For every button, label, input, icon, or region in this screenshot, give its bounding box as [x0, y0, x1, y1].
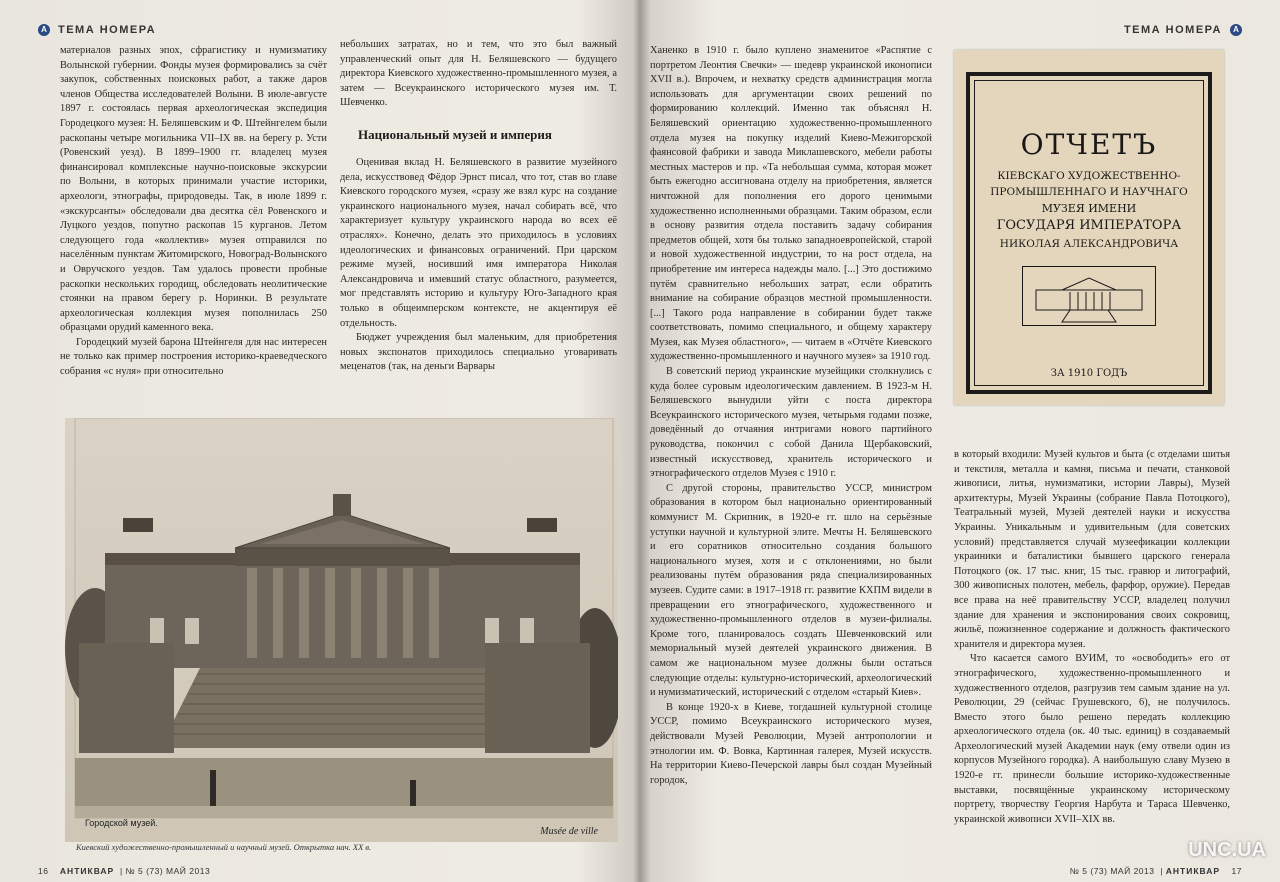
report-cover-year: ЗА 1910 ГОДЪ: [1050, 368, 1128, 379]
report-cover-title: ОТЧЕТЪ: [1020, 128, 1158, 161]
report-cover-line: ГОСУДАРЯ ИМПЕРАТОРА: [996, 218, 1182, 233]
paragraph: Что касается самого ВУИМ, то «освободить» его от этнографического, художественно-промышленного и художественного отделов, разгрузив тем самым здание на ул. Революции, 29 (сейчас Грушевского, 6), не получилось. Вместо этого было решено передать коллекцию археологического отдела (ок. 40 тыс. единиц) в создаваемый Археологический музей Академии наук (ему отвели один из корпусов Музейного городка). А наибольшую славу Музею в 1920-е гг. принесли большие историко-художественные выставки, посвящённые украинскому историческому портрету, творчеству Георгия Нарбута и Тараса Шевченко, украинской живописи XVII–XIX вв.: [954, 653, 1230, 825]
watermark-logo: UNC.UA: [1188, 839, 1266, 861]
right-running-header: [1124, 24, 1242, 36]
right-header-text: ТЕМА НОМЕРА: [1123, 24, 1222, 36]
left-column-1: [60, 44, 327, 380]
paragraph: Оценивая вклад Н. Беляшевского в развитие музейного дела, искусствовед Фёдор Эрнст писал, что тот, став во главе Киевского городского музея, «сразу же взял курс на создание украинского национального музея, начал собирать всё, что характеризует культуру украинского народа во всех её отраслях». Конечно, делать это приходилось в условиях идеологических и финансовых ограничений. При царском режиме музей, носивший имя императора Николая Александровича и имевший статус областного, разумеется, мог представлять историю и культуру Юго-Западного края только в общеимперском контексте, не акцентируя её отдельность.: [340, 156, 617, 329]
paragraph: Городецкий музей барона Штейнгеля для нас интересен не только как пример построения историко-краеведческого собрания «с нуля» при относительно: [60, 336, 327, 378]
left-column-2: [340, 38, 617, 375]
right-footer: № 5 (73) МАЙ 2013 | АНТИКВАР 17: [1069, 866, 1242, 876]
issue-info: № 5 (73) МАЙ 2013: [1069, 866, 1155, 876]
report-cover-line: ПРОМЫШЛЕННАГО И НАУЧНАГО: [990, 186, 1188, 198]
magazine-name: АНТИКВАР: [59, 866, 115, 876]
paragraph: небольших затратах, но и тем, что это был важный управленческий опыт для Н. Беляшевского — будущего директора Киевского художественно-промышленного музея, а затем — Всеукраинского исторического музея им. Т. Шевченко.: [340, 39, 617, 109]
right-column-1: [650, 44, 932, 788]
section-title: Национальный музей и империя: [358, 126, 552, 142]
paragraph: Бюджет учреждения был маленьким, для приобретения новых экспонатов приходилось специально уговаривать меценатов (так, на деньги Варвары: [340, 332, 617, 373]
museum-vignette-icon: [1022, 266, 1156, 326]
report-cover-image: [954, 50, 1224, 405]
magazine-logo-icon: А: [1230, 24, 1242, 36]
page-number: 16: [38, 866, 49, 876]
right-column-2: [954, 448, 1230, 827]
issue-info: № 5 (73) МАЙ 2013: [125, 866, 211, 876]
report-cover-line: НИКОЛАЯ АЛЕКСАНДРОВИЧА: [999, 238, 1179, 250]
photo-label-right: Musée de ville: [540, 826, 598, 837]
paragraph: С другой стороны, правительство УССР, министром образования в котором был национально ориентированный коммунист М. Скрипник, в 1920-е гг. шло на серьёзные уступки научной и культурной элите. Мечты Н. Беляшевского и его соратников относительно создания большого национального музея, хотя и с отклонениями, но были реализованы путём образования ряда специализированных музеев. Судите сами: в 1917–1918 гг. развитие КХПМ видели в превращении его этнографического, художественного и художественно-промышленного отделов в музеи-филиалы. Кроме того, планировалось создать Шевченковский или мемориальный музей деятелей украинского движения. В самом же национальном музее должны были остаться следующие отделы: культурно-исторический, археологический и нумизматический, исторический с отделом «старый Киев».: [650, 482, 932, 699]
report-cover-frame: [966, 72, 1212, 394]
paragraph: Ханенко в 1910 г. было куплено знаменитое «Распятие с портретом Леонтия Свечки» — шедевр украинской иконописи XVII в.). Впрочем, и нехватку средств администрация могла использовать для аргументации своих решений по формированию коллекций. Именно так объяснял Н. Беляшевский ориентацию художественно-промышленного отдела музея на покупку изделий Киево-Межигорской фаянсовой фабрики и завода Миклашевского, мебели работы местных мастеров и пр. «Та небольшая сумма, которая может быть ежегодно ассигнована отделу на приобретения, является ничтожной для пополнения его дорого ценимыми художественно исполненными образцами. Таким образом, если в основу развития отдела поставить задачу собирания предметов общей, хотя бы только западноевропейской, старой и новой художественной индустрии, то на рост отдела, на приобретение им интереса надежды мало. [...] Это достижимо путём сравнительно небольших затрат, если обратить внимание на собирание образцов местной промышленности. [...] Такого рода направление в собирании будет также соответствовать, помимо специального, и общему характеру Музея, как Музея областного», — читаем в «Отчёте Киевского художественно-промышленного и научного музея» за 1910 год.: [650, 45, 932, 363]
museum-building-illustration: [65, 418, 618, 842]
left-footer: 16 АНТИКВАР | № 5 (73) МАЙ 2013: [38, 866, 211, 876]
paragraph: В конце 1920-х в Киеве, тогдашней культурной столице УССР, помимо Всеукраинского исторического музея, действовали Музей Революции, Музей антропологии и этнологии им. Ф. Вовка, Картинная галерея, Музей искусств. На территории Киево-Печерской лавры был создан Музейный городок,: [650, 701, 932, 786]
photo-label-left: Городской музей.: [85, 818, 158, 828]
magazine-logo-icon: А: [38, 24, 50, 36]
paragraph: в который входили: Музей культов и быта (с отделами шитья и текстиля, металла и камня, письма и печати, станковой живописи, литья, нумизматики, истории Лавры), Музей архитектуры, Музей Украины (собрание Павла Потоцкого), Театральный музей, Музей деятелей науки и искусства Украины. Уникальным и удивительным (для советских условий) представляется случай музеефикации коллекции украиники и баталистики бывшего царского генерала Потоцкого (ок. 17 тыс. книг, 15 тыс. гравюр и литографий, 300 живописных полотен, мебель, фарфор, оружие). Передав все права на неё правительству УССР, владелец получил здание для хранения и экспонирования своих сокровищ, жильё, пожизненное содержание и должность фактического хранителя и директора музея.: [954, 449, 1230, 650]
left-running-header: [38, 24, 156, 36]
museum-postcard-photo: [65, 418, 618, 842]
left-page: [0, 0, 636, 882]
photo-caption: Киевский художественно-промышленный и научный музей. Открытка нач. XX в.: [76, 842, 372, 852]
magazine-name: АНТИКВАР: [1165, 866, 1221, 876]
report-cover-line: КІЕВСКАГО ХУДОЖЕСТВЕННО-: [997, 170, 1181, 182]
paragraph: материалов разных эпох, сфрагистику и нумизматику Волынской губернии. Фонды музея формировались за счёт закупок, собственных поисковых работ, а также даров членов Общества исследователей Волыни. В июле-августе 1897 г. состоялась первая археологическая экспедиция Городецкого музея: Н. Беляшевским и Ф. Штейнгелем были раскопаны четыре могильника VII–IX вв. на берегу р. Усти (Ровенский уезд). В 1899–1900 гг. владелец музея финансировал комплексные научно-поисковые экскурсии по Волыни, в которых принимали участие историки, археологи, этнографы, природоведы. Так, в июле 1899 г. «экскурсанты» обследовали два десятка сёл Ровенского и Луцкого уездов, попутно раскопав 15 курганов. Летом следующего года «коллектив» музея отправился по населённым пунктам Житомирского, Новоград-Волынского и Овручского уездов. Там удалось провести пробные раскопки нескольких городищ, обследовать неолитические стоянки на правом берегу р. Норинки. В результате археологическая коллекция музея пополнилась 250 образцами орудий каменного века.: [60, 45, 327, 334]
page-number: 17: [1231, 866, 1242, 876]
report-cover-line: МУЗЕЯ ИМЕНИ: [1041, 202, 1137, 215]
left-header-text: ТЕМА НОМЕРА: [58, 24, 157, 36]
paragraph: В советский период украинские музейщики столкнулись с куда более суровым идеологическим давлением. В 1923-м Н. Беляшевского вынудили уйти с поста директора Всеукраинского исторического музея, четырьмя годами позже, доведённый до отчаяния интригами нового партийного руководства, покончил с собой Данила Щербаковский, известный искусствовед, хранитель исторического и этнографического отделов Музея с 1910 г.: [650, 366, 932, 480]
